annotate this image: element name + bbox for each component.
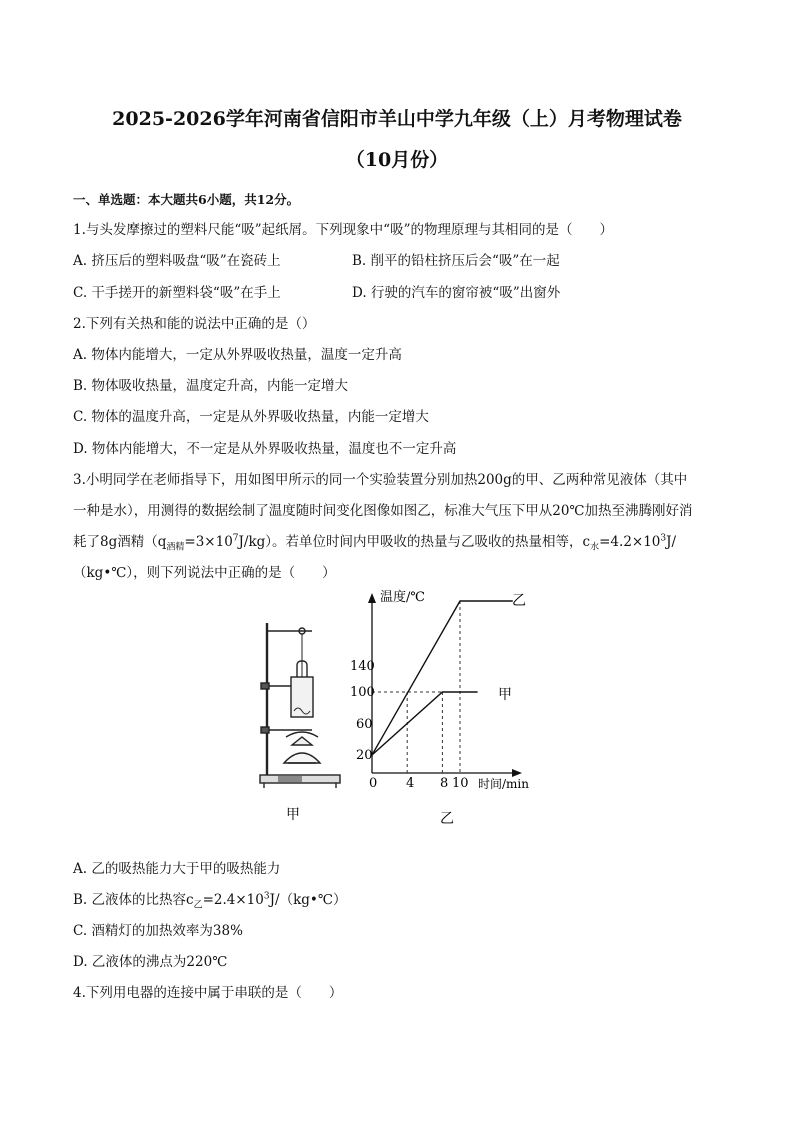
q1-option-c: C. 干手搓开的新塑料袋“吸”在手上 bbox=[73, 285, 281, 301]
chart-marks bbox=[372, 601, 513, 773]
x-axis-arrow bbox=[512, 769, 522, 777]
q3-option-b bbox=[73, 888, 346, 911]
graph-axes bbox=[368, 593, 522, 777]
figure-svg bbox=[250, 585, 550, 830]
q2-option-b: B. 物体吸收热量，温度定升高，内能一定增大 bbox=[73, 378, 349, 394]
q3-l3-sup: 3 bbox=[660, 533, 667, 544]
q3-l3-part: J/kg）。若单位时间内甲吸收的热量与乙吸收的热量相等，c bbox=[238, 534, 591, 550]
q1-option-b: B. 削平的铅柱挤压后会“吸”在一起 bbox=[352, 253, 560, 269]
section-heading: 一、单选题：本大题共6小题，共12分。 bbox=[73, 192, 300, 207]
q3-l3-sub: 水 bbox=[590, 542, 600, 553]
q3b-part: B. 乙液体的比热容c bbox=[73, 892, 194, 908]
x-tick-0: 0 bbox=[369, 776, 378, 791]
q1-option-d: D. 行驶的汽车的窗帘被“吸”出窗外 bbox=[352, 285, 561, 301]
x-tick-4: 4 bbox=[406, 776, 415, 791]
x-tick-10: 10 bbox=[452, 776, 469, 791]
page-subtitle: （10月份） bbox=[345, 149, 449, 171]
q1-option-a: A. 挤压后的塑料吸盘“吸”在瓷砖上 bbox=[73, 253, 281, 269]
q3-figure bbox=[250, 585, 550, 830]
q2-stem: 2.下列有关热和能的说法中正确的是（） bbox=[73, 316, 316, 332]
q3-stem-line1: 3.小明同学在老师指导下，用如图甲所示的同一个实验装置分别加热200g的甲、乙两种常见液体（其中 bbox=[73, 472, 688, 488]
q3b-sub: 乙 bbox=[193, 900, 203, 911]
q3-l3-sub: 酒精 bbox=[166, 542, 185, 553]
x-axis-label: 时间/min bbox=[478, 777, 529, 791]
y-tick-20: 20 bbox=[356, 748, 373, 763]
series-line-jia bbox=[372, 692, 478, 755]
q3-l3-part: 耗了8g酒精（q bbox=[73, 534, 167, 550]
q1-stem: 1.与头发摩擦过的塑料尺能“吸”起纸屑。下列现象中“吸”的物理原理与其相同的是（ ） bbox=[73, 222, 613, 238]
q3-option-a: A. 乙的吸热能力大于甲的吸热能力 bbox=[73, 861, 281, 877]
y-axis-arrow bbox=[368, 593, 376, 603]
series-line-yi bbox=[372, 601, 513, 755]
q3b-part: =2.4×10 bbox=[202, 892, 264, 908]
y-tick-100: 100 bbox=[350, 685, 375, 700]
q3b-part: J/（kg•℃） bbox=[269, 892, 347, 908]
series-label-yi: 乙 bbox=[512, 593, 526, 609]
q2-option-c: C. 物体的温度升高，一定是从外界吸收热量，内能一定增大 bbox=[73, 409, 429, 425]
alcohol-lamp bbox=[284, 753, 320, 763]
q3-l3-part: J/ bbox=[666, 534, 677, 550]
page-title: 2025-2026学年河南省信阳市羊山中学九年级（上）月考物理试卷 bbox=[112, 108, 682, 130]
caption-jia: 甲 bbox=[286, 807, 300, 823]
q3-l3-part: =3×10 bbox=[184, 534, 233, 550]
q3-l3-part: =4.2×10 bbox=[599, 534, 661, 550]
x-tick-8: 8 bbox=[440, 776, 449, 791]
q3-stem-line4: （kg•℃），则下列说法中正确的是（ ） bbox=[73, 565, 336, 581]
y-axis-label: 温度/℃ bbox=[380, 590, 425, 605]
q3-stem-line3 bbox=[73, 530, 676, 553]
y-tick-140: 140 bbox=[350, 659, 375, 674]
q4-stem: 4.下列用电器的连接中属于串联的是（ ） bbox=[73, 985, 343, 1001]
q3-l3-sup: 7 bbox=[232, 533, 239, 544]
q3b-sup: 3 bbox=[263, 891, 270, 902]
flame bbox=[292, 737, 312, 745]
q3-stem-line2: 一种是水），用测得的数据绘制了温度随时间变化图像如图乙，标准大气压下甲从20℃加热至沸腾刚好消 bbox=[73, 503, 693, 519]
q2-option-a: A. 物体内能增大，一定从外界吸收热量，温度一定升高 bbox=[73, 347, 402, 363]
caption-yi: 乙 bbox=[440, 811, 454, 827]
q3-option-d: D. 乙液体的沸点为220℃ bbox=[73, 954, 228, 970]
apparatus-illustration bbox=[260, 623, 340, 788]
series-label-jia: 甲 bbox=[498, 687, 512, 703]
y-tick-60: 60 bbox=[356, 717, 373, 732]
q3-option-c: C. 酒精灯的加热效率为38% bbox=[73, 923, 243, 939]
q2-option-d: D. 物体内能增大，不一定是从外界吸收热量，温度也不一定升高 bbox=[73, 441, 457, 457]
